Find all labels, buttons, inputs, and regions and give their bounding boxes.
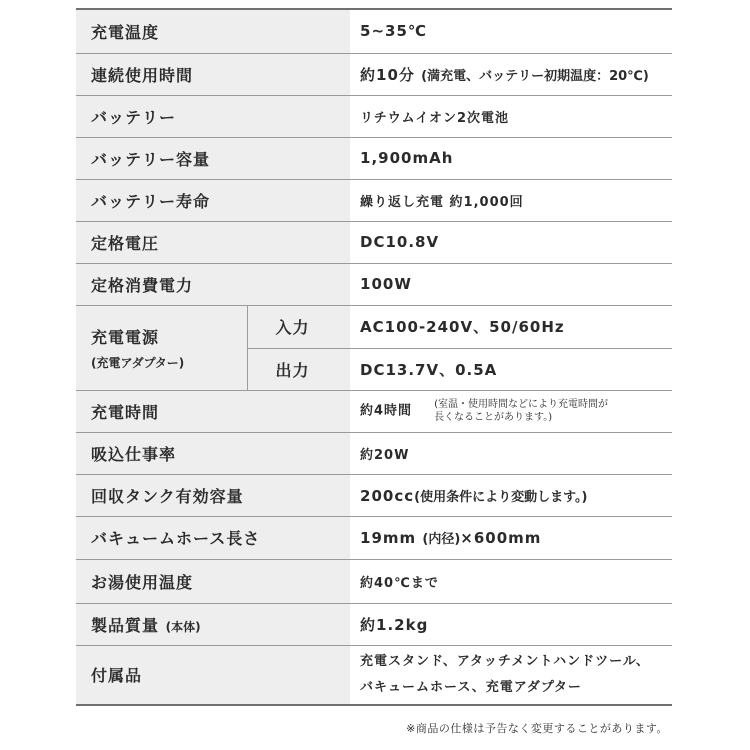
spec-value: 1,900mAh xyxy=(350,137,672,179)
spec-value xyxy=(350,53,672,95)
spec-row-battery xyxy=(76,95,672,137)
spec-label: お湯使用温度 xyxy=(76,559,350,603)
spec-label-power-source xyxy=(76,305,247,390)
spec-row-power-input xyxy=(76,305,672,348)
spec-value-main: 約4時間 xyxy=(360,403,413,419)
spec-value-main: 200cc xyxy=(360,486,415,505)
spec-note-line2: 長くなることがあります。) xyxy=(434,412,553,423)
spec-label: 定格電圧 xyxy=(76,221,350,263)
spec-value-main: 約10分 xyxy=(360,65,415,84)
spec-label: 充電時間 xyxy=(76,390,350,432)
spec-label-weight xyxy=(76,603,350,645)
spec-sublabel-input: 入力 xyxy=(247,305,350,348)
spec-value-b: ×600mm xyxy=(460,529,542,547)
spec-row-battery-life xyxy=(76,179,672,221)
spec-label: バッテリー寿命 xyxy=(76,179,350,221)
spec-value: 100W xyxy=(350,263,672,305)
spec-value: 約1.2kg xyxy=(350,603,672,645)
spec-value-line2: バキュームホース、充電アダプター xyxy=(360,679,582,695)
spec-value xyxy=(350,516,672,559)
spec-value xyxy=(350,645,672,705)
spec-row-charge-time xyxy=(76,390,672,432)
spec-value-a: 19mm xyxy=(360,529,417,547)
spec-label: バッテリー容量 xyxy=(76,137,350,179)
spec-table xyxy=(76,8,672,706)
spec-label: 充電温度 xyxy=(76,9,350,53)
spec-value-output: DC13.7V、0.5A xyxy=(350,348,672,390)
spec-note xyxy=(434,398,608,424)
spec-row-weight xyxy=(76,603,672,645)
spec-row-water-temp xyxy=(76,559,672,603)
spec-label: 充電電源 xyxy=(91,327,160,347)
spec-row-charge-temp xyxy=(76,9,672,53)
spec-value-line1: 充電スタンド、アタッチメントハンドツール、 xyxy=(360,653,650,669)
spec-label-paren: (本体) xyxy=(165,619,201,634)
spec-label: 定格消費電力 xyxy=(76,263,350,305)
spec-row-run-time xyxy=(76,53,672,95)
spec-value: 約40℃まで xyxy=(350,559,672,603)
spec-sublabel-output: 出力 xyxy=(247,348,350,390)
spec-row-suction xyxy=(76,432,672,474)
spec-value xyxy=(350,390,672,432)
spec-value xyxy=(350,474,672,516)
spec-value: リチウムイオン2次電池 xyxy=(350,95,672,137)
spec-note-line1: (室温・使用時間などにより充電時間が xyxy=(434,399,608,410)
footnote: ※商品の仕様は予告なく変更することがあります。 xyxy=(406,722,668,735)
spec-row-battery-capacity xyxy=(76,137,672,179)
spec-sub-label: (充電アダプター) xyxy=(91,355,185,370)
spec-row-accessories xyxy=(76,645,672,705)
spec-row-rated-power xyxy=(76,263,672,305)
spec-label: 付属品 xyxy=(76,645,350,705)
spec-row-hose xyxy=(76,516,672,559)
spec-value: DC10.8V xyxy=(350,221,672,263)
spec-value-paren: (満充電、バッテリー初期温度：20℃) xyxy=(421,68,649,84)
spec-value-input: AC100-240V、50/60Hz xyxy=(350,305,672,348)
spec-row-tank xyxy=(76,474,672,516)
spec-row-rated-voltage xyxy=(76,221,672,263)
spec-label: 製品質量 xyxy=(91,615,160,635)
spec-label: 連続使用時間 xyxy=(76,53,350,95)
spec-value: 5~35℃ xyxy=(350,9,672,53)
spec-label: バキュームホース長さ xyxy=(76,516,350,559)
spec-value: 約20W xyxy=(350,432,672,474)
spec-value-paren: (使用条件により変動します。) xyxy=(414,489,588,505)
spec-label: 吸込仕事率 xyxy=(76,432,350,474)
spec-label: 回収タンク有効容量 xyxy=(76,474,350,516)
spec-label: バッテリー xyxy=(76,95,350,137)
spec-value-paren: (内径) xyxy=(422,532,461,547)
spec-value: 繰り返し充電 約1,000回 xyxy=(350,179,672,221)
